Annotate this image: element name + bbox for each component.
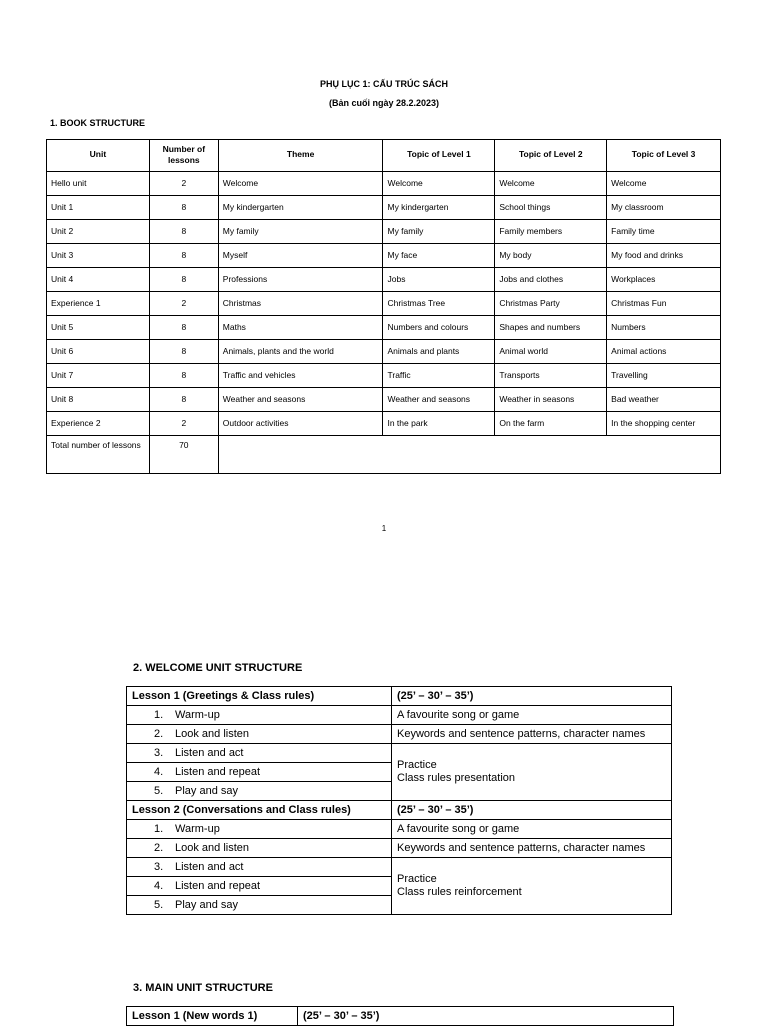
table-cell: Jobs and clothes [495, 268, 607, 292]
table-cell: Unit 3 [47, 244, 150, 268]
step-label: Listen and act [175, 860, 244, 873]
table-cell: Jobs [383, 268, 495, 292]
step-description-practice [392, 744, 672, 801]
table-cell: Outdoor activities [218, 412, 383, 436]
table-cell: 8 [149, 220, 218, 244]
table-cell-empty [218, 436, 720, 474]
table-cell: Weather and seasons [383, 388, 495, 412]
table-cell: Christmas [218, 292, 383, 316]
document-title: PHỤ LỤC 1: CẤU TRÚC SÁCH [320, 79, 448, 89]
table-cell: Welcome [218, 172, 383, 196]
lesson-step [127, 896, 392, 915]
column-header: Unit [47, 140, 150, 172]
step-description: A favourite song or game [392, 820, 672, 839]
table-cell: My body [495, 244, 607, 268]
step-number: 1. [154, 708, 164, 721]
table-cell: My face [383, 244, 495, 268]
table-cell: Unit 6 [47, 340, 150, 364]
table-cell: Traffic [383, 364, 495, 388]
page-number: 1 [381, 524, 387, 533]
table-cell: Unit 8 [47, 388, 150, 412]
table-cell: My classroom [607, 196, 721, 220]
table-row [127, 801, 672, 820]
lesson-step [127, 744, 392, 763]
table-cell: Traffic and vehicles [218, 364, 383, 388]
table-cell: In the shopping center [607, 412, 721, 436]
table-row [47, 292, 721, 316]
table-row [47, 268, 721, 292]
table-cell: Christmas Party [495, 292, 607, 316]
table-cell: Numbers [607, 316, 721, 340]
table-row [47, 340, 721, 364]
table-row [127, 820, 672, 839]
table-row [47, 364, 721, 388]
column-header: Topic of Level 2 [495, 140, 607, 172]
table-cell: Bad weather [607, 388, 721, 412]
step-number: 3. [154, 746, 164, 759]
table-cell: 8 [149, 244, 218, 268]
table-row [127, 725, 672, 744]
table-row [127, 687, 672, 706]
step-label: Look and listen [175, 727, 249, 740]
lesson-step [127, 839, 392, 858]
step-number: 5. [154, 784, 164, 797]
step-description: Keywords and sentence patterns, character names [392, 839, 672, 858]
step-number: 1. [154, 822, 164, 835]
table-row [47, 172, 721, 196]
table-cell: My family [218, 220, 383, 244]
step-label: Listen and repeat [175, 765, 261, 778]
table-cell: Unit 7 [47, 364, 150, 388]
practice-line: Practice [397, 759, 437, 771]
lesson-title: Lesson 1 (New words 1) [127, 1007, 298, 1026]
table-cell: Travelling [607, 364, 721, 388]
table-row [127, 744, 672, 763]
main-unit-table [126, 1006, 674, 1026]
book-structure-table [46, 139, 721, 474]
table-cell: Unit 1 [47, 196, 150, 220]
lesson-timing: (25’ – 30’ – 35’) [392, 687, 672, 706]
step-label: Play and say [175, 784, 238, 797]
step-number: 5. [154, 898, 164, 911]
table-row [127, 1007, 674, 1026]
lesson-title: Lesson 1 (Greetings & Class rules) [127, 687, 392, 706]
lesson-step [127, 725, 392, 744]
lesson-step [127, 782, 392, 801]
total-label: Total number of lessons [47, 436, 150, 474]
lesson-title: Lesson 2 (Conversations and Class rules) [127, 801, 392, 820]
column-header: Number of lessons [149, 140, 218, 172]
table-row [47, 412, 721, 436]
table-row [47, 244, 721, 268]
step-description-practice [392, 858, 672, 915]
table-row [47, 316, 721, 340]
lesson-step [127, 820, 392, 839]
section-heading-main-unit: 3. MAIN UNIT STRUCTURE [133, 982, 273, 994]
table-row [47, 196, 721, 220]
table-cell: On the farm [495, 412, 607, 436]
table-cell: Animal actions [607, 340, 721, 364]
table-cell: In the park [383, 412, 495, 436]
table-cell: Welcome [383, 172, 495, 196]
table-cell: 8 [149, 316, 218, 340]
step-label: Listen and repeat [175, 879, 261, 892]
table-cell: My family [383, 220, 495, 244]
table-cell: Myself [218, 244, 383, 268]
table-row [47, 388, 721, 412]
step-label: Warm-up [175, 822, 220, 835]
table-cell: Christmas Tree [383, 292, 495, 316]
table-cell: Animal world [495, 340, 607, 364]
table-cell: Professions [218, 268, 383, 292]
table-cell: Animals and plants [383, 340, 495, 364]
table-cell: Experience 2 [47, 412, 150, 436]
table-row-total [47, 436, 721, 474]
table-row [127, 839, 672, 858]
table-row [127, 706, 672, 725]
step-number: 4. [154, 765, 164, 778]
table-cell: 8 [149, 268, 218, 292]
table-cell: My kindergarten [218, 196, 383, 220]
step-number: 4. [154, 879, 164, 892]
table-cell: Animals, plants and the world [218, 340, 383, 364]
table-cell: Welcome [607, 172, 721, 196]
table-cell: Unit 4 [47, 268, 150, 292]
table-cell: 8 [149, 196, 218, 220]
table-cell: Weather in seasons [495, 388, 607, 412]
table-cell: My kindergarten [383, 196, 495, 220]
table-cell: 2 [149, 172, 218, 196]
document-subtitle: (Bản cuối ngày 28.2.2023) [328, 98, 440, 108]
step-label: Listen and act [175, 746, 244, 759]
step-label: Play and say [175, 898, 238, 911]
table-cell: Experience 1 [47, 292, 150, 316]
lesson-step [127, 763, 392, 782]
table-cell: School things [495, 196, 607, 220]
table-cell: Family members [495, 220, 607, 244]
practice-line: Class rules reinforcement [397, 886, 522, 898]
table-cell: Maths [218, 316, 383, 340]
step-number: 2. [154, 841, 164, 854]
practice-line: Class rules presentation [397, 772, 516, 784]
step-number: 2. [154, 727, 164, 740]
table-cell: 8 [149, 364, 218, 388]
table-cell: Unit 2 [47, 220, 150, 244]
step-label: Warm-up [175, 708, 220, 721]
table-cell: Numbers and colours [383, 316, 495, 340]
column-header: Topic of Level 3 [607, 140, 721, 172]
step-number: 3. [154, 860, 164, 873]
table-cell: Christmas Fun [607, 292, 721, 316]
lesson-step [127, 706, 392, 725]
lesson-timing: (25’ – 30’ – 35’) [392, 801, 672, 820]
table-cell: Weather and seasons [218, 388, 383, 412]
table-row [127, 858, 672, 877]
table-cell: 2 [149, 412, 218, 436]
table-cell: Shapes and numbers [495, 316, 607, 340]
lesson-step [127, 877, 392, 896]
table-cell: Unit 5 [47, 316, 150, 340]
table-cell: My food and drinks [607, 244, 721, 268]
step-description: A favourite song or game [392, 706, 672, 725]
practice-line: Practice [397, 873, 437, 885]
total-value: 70 [149, 436, 218, 474]
table-cell: Family time [607, 220, 721, 244]
step-label: Look and listen [175, 841, 249, 854]
step-description: Keywords and sentence patterns, character names [392, 725, 672, 744]
table-cell: Workplaces [607, 268, 721, 292]
table-cell: Welcome [495, 172, 607, 196]
table-cell: 8 [149, 388, 218, 412]
table-cell: 8 [149, 340, 218, 364]
table-cell: Transports [495, 364, 607, 388]
table-header-row [47, 140, 721, 172]
lesson-timing: (25’ – 30’ – 35’) [298, 1007, 674, 1026]
lesson-step [127, 858, 392, 877]
table-row [47, 220, 721, 244]
column-header: Theme [218, 140, 383, 172]
table-cell: Hello unit [47, 172, 150, 196]
table-cell: 2 [149, 292, 218, 316]
column-header: Topic of Level 1 [383, 140, 495, 172]
section-heading-welcome-unit: 2. WELCOME UNIT STRUCTURE [133, 662, 303, 674]
section-heading-book-structure: 1. BOOK STRUCTURE [50, 118, 146, 128]
welcome-unit-table [126, 686, 672, 915]
